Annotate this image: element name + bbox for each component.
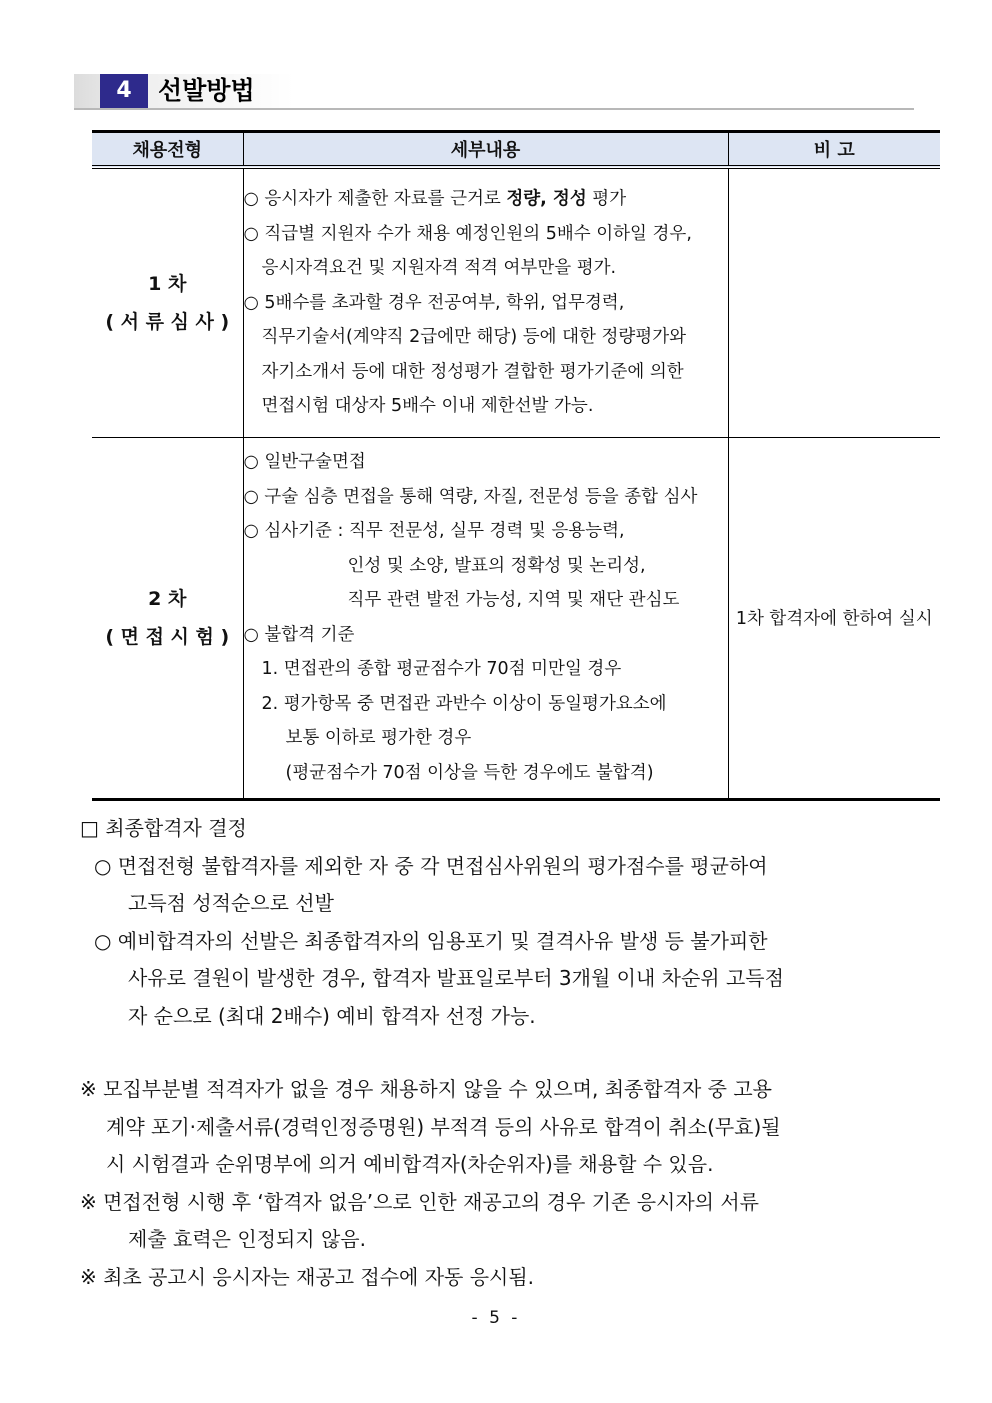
stage-cell [92,167,243,437]
detail-line: 직무기술서(계약직 2급에만 해당) 등에 대한 정량평가와 [261,327,687,347]
detail-line: 직무 관련 발전 가능성, 지역 및 재단 관심도 [347,590,680,610]
table-row [92,437,940,799]
stage-label: 2 차 [148,587,187,610]
section-number: 4 [100,74,148,108]
detail-line: ○ 5배수를 초과할 경우 전공여부, 학위, 업무경력, [243,292,625,313]
final-selection-line: 고득점 성적순으로 선발 [128,891,334,915]
detail-line: 면접시험 대상자 5배수 이내 제한선발 가능. [261,396,594,416]
note-cell: 1차 합격자에 한하여 실시 [728,437,940,799]
selection-table [92,130,940,801]
final-selection-section [80,810,930,1035]
detail-line: 응시자격요건 및 지원자격 적격 여부만을 평가. [261,258,617,278]
note-line: 제출 효력은 인정되지 않음. [128,1227,366,1251]
final-selection-heading: □ 최종합격자 결정 [80,816,247,840]
detail-cell [243,437,728,799]
detail-line: 1. 면접관의 종합 평균점수가 70점 미만일 경우 [261,659,622,679]
section-heading [74,74,914,110]
header-detail: 세부내용 [243,132,728,168]
header-stage: 채용전형 [92,132,243,168]
page-number: - 5 - [471,1308,521,1328]
note-line: 시 시험결과 순위명부에 의거 예비합격자(차순위자)를 채용할 수 있음. [106,1152,714,1176]
stage-label: 1 차 [148,272,187,295]
detail-line: ○ 불합격 기준 [243,624,355,645]
table-header-row [92,132,940,168]
note-cell [728,167,940,437]
note-line: ※ 모집부분별 적격자가 없을 경우 채용하지 않을 수 있으며, 최종합격자 중 고용 [80,1077,772,1101]
detail-line: 인성 및 소양, 발표의 정확성 및 논리성, [347,555,646,576]
header-note: 비 고 [728,132,940,168]
final-selection-line: ○ 면접전형 불합격자를 제외한 자 중 각 면접심사위원의 평가점수를 평균하여 [94,853,768,878]
detail-line: 2. 평가항목 중 면접관 과반수 이상이 동일평가요소에 [261,693,667,714]
table-row [92,167,940,437]
notes-section [80,1071,930,1296]
detail-line: 자기소개서 등에 대한 정성평가 결합한 평가기준에 의한 [261,361,684,382]
note-line: ※ 최초 공고시 응시자는 재공고 접수에 자동 응시됨. [80,1264,535,1289]
final-selection-line: 자 순으로 (최대 2배수) 예비 합격자 선정 가능. [128,1003,536,1028]
detail-line: ○ 일반구술면접 [243,452,366,472]
note-line: 계약 포기·제출서류(경력인정증명원) 부적격 등의 사유로 합격이 취소(무효)될 [106,1114,781,1139]
detail-line: ○ 심사기준 : 직무 전문성, 실무 경력 및 응용능력, [243,521,625,541]
stage-name: ( 면 접 시 험 ) [105,625,230,648]
section-title: 선발방법 [158,76,255,105]
detail-line: ○ 구술 심층 면접을 통해 역량, 자질, 전문성 등을 종합 심사 [243,486,698,507]
final-selection-line: ○ 예비합격자의 선발은 최종합격자의 임용포기 및 결격사유 발생 등 불가피한 [94,928,768,953]
detail-line: ○ 직급별 지원자 수가 채용 예정인원의 5배수 이하일 경우, [243,223,692,244]
stage-cell [92,437,243,799]
stage-name: ( 서 류 심 사 ) [105,310,230,333]
detail-cell [243,167,728,437]
detail-line: 보통 이하로 평가한 경우 [285,728,472,748]
final-selection-line: 사유로 결원이 발생한 경우, 합격자 발표일로부터 3개월 이내 차순위 고득점 [128,966,784,990]
detail-line: ○ 응시자가 제출한 자료를 근거로 정량, 정성 평가 [243,189,627,209]
detail-line: (평균점수가 70점 이상을 득한 경우에도 불합격) [285,762,654,783]
note-line: ※ 면접전형 시행 후 ‘합격자 없음’으로 인한 재공고의 경우 기존 응시자의 서류 [80,1189,760,1214]
